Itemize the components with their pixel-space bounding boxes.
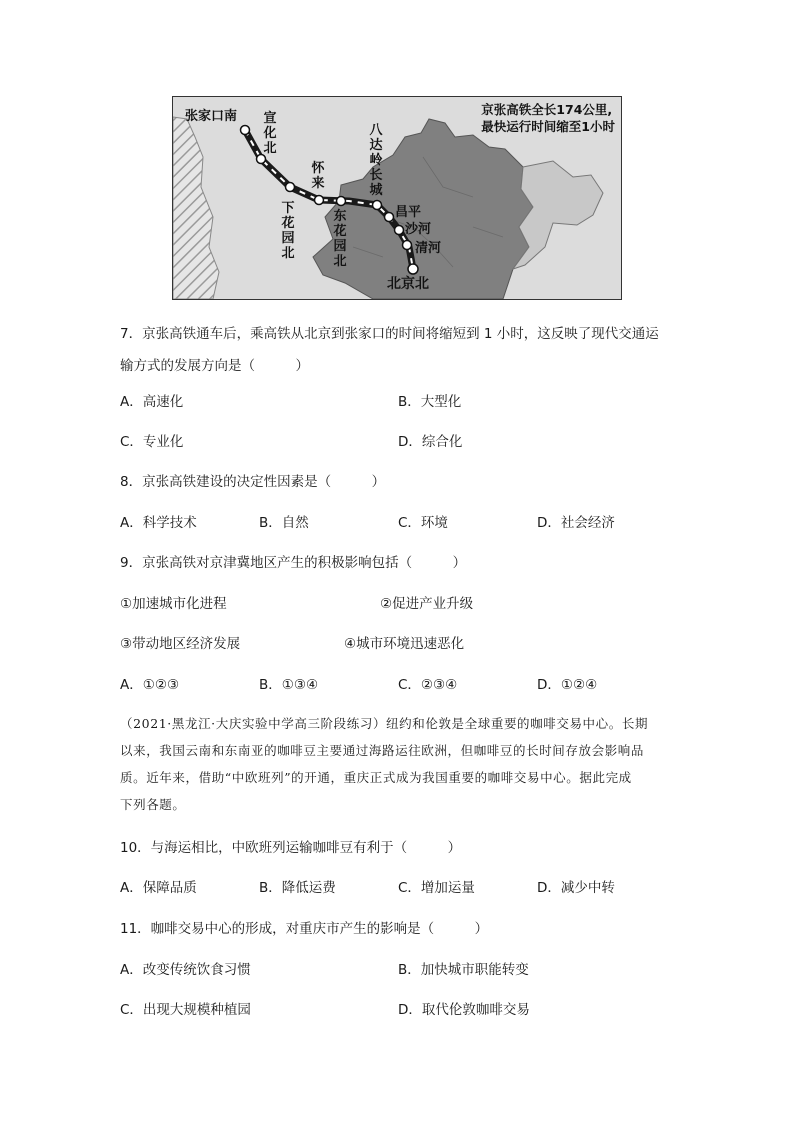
- q8-option-c[interactable]: C．环境: [398, 515, 448, 531]
- q9-option-d[interactable]: D．①②④: [537, 677, 598, 693]
- q11-option-d[interactable]: D．取代伦敦咖啡交易: [398, 1002, 530, 1018]
- q8-option-b[interactable]: B．自然: [259, 515, 309, 531]
- station-dot-donghuayuan-bei: [337, 197, 346, 206]
- q7-option-b[interactable]: B．大型化: [398, 394, 462, 410]
- q7-option-c[interactable]: C．专业化: [120, 434, 184, 450]
- passage-line2: 以来，我国云南和东南亚的咖啡豆主要通过海路运往欧洲，但咖啡豆的长时间存放会影响品: [120, 743, 645, 758]
- q9-option-b[interactable]: B．①③④: [259, 677, 319, 693]
- question-10: 10．与海运相比，中欧班列运输咖啡豆有利于（ ）: [120, 840, 462, 856]
- question-11: 11．咖啡交易中心的形成，对重庆市产生的影响是（ ）: [120, 921, 489, 937]
- map-note: [481, 101, 615, 135]
- q10-option-d[interactable]: D．减少中转: [537, 880, 615, 896]
- station-label-beijing-bei: 北京北: [387, 276, 429, 292]
- passage-line1: （2021·黑龙江·大庆实验中学高三阶段练习）纽约和伦敦是全球重要的咖啡交易中心。长期: [120, 716, 649, 731]
- station-label-donghuayuan-bei: 东花园北: [333, 209, 347, 269]
- q11-option-a[interactable]: A．改变传统饮食习惯: [120, 962, 251, 978]
- q9-option-a[interactable]: A．①②③: [120, 677, 180, 693]
- station-dot-changping: [385, 213, 394, 222]
- q9-item-1: ①加速城市化进程: [120, 596, 227, 612]
- station-label-badaling: 八达岭长城: [369, 123, 383, 198]
- station-label-xuanhua-bei: 宣化北: [263, 111, 277, 156]
- q10-option-b[interactable]: B．降低运费: [259, 880, 336, 896]
- rail-map-figure: [172, 96, 622, 300]
- q10-option-a[interactable]: A．保障品质: [120, 880, 197, 896]
- q8-option-a[interactable]: A．科学技术: [120, 515, 197, 531]
- q7-option-d[interactable]: D．综合化: [398, 434, 463, 450]
- q9-item-2: ②促进产业升级: [380, 596, 474, 612]
- q11-option-b[interactable]: B．加快城市职能转变: [398, 962, 529, 978]
- station-dot-qinghe: [403, 241, 412, 250]
- q11-option-c[interactable]: C．出现大规模种植园: [120, 1002, 251, 1018]
- station-label-zhangjiakou-nan: 张家口南: [185, 109, 238, 124]
- q9-item-3: ③带动地区经济发展: [120, 636, 241, 652]
- q7-option-a[interactable]: A．高速化: [120, 394, 184, 410]
- q10-option-c[interactable]: C．增加运量: [398, 880, 475, 896]
- map-note-line2: 最快运行时间缩至1小时: [481, 119, 615, 134]
- question-7: [120, 318, 680, 382]
- passage-line4: 下列各题。: [120, 797, 186, 812]
- station-label-shahe: 沙河: [405, 222, 432, 237]
- station-dot-xiahuayuan-bei: [286, 183, 295, 192]
- q9-option-c[interactable]: C．②③④: [398, 677, 458, 693]
- station-label-qinghe: 清河: [415, 241, 442, 256]
- map-note-line1: 京张高铁全长174公里,: [481, 102, 613, 117]
- q9-item-4: ④城市环境迅速恶化: [344, 636, 465, 652]
- station-dot-badaling: [373, 201, 382, 210]
- station-dot-huailai: [315, 196, 324, 205]
- question-7-line2: 输方式的发展方向是（ ）: [120, 358, 309, 374]
- question-9: 9．京张高铁对京津冀地区产生的积极影响包括（ ）: [120, 555, 467, 571]
- station-dot-zhangjiakou-nan: [241, 126, 250, 135]
- station-label-xiahuayuan-bei: 下花园北: [281, 201, 295, 261]
- station-dot-beijing-bei: [408, 264, 418, 274]
- station-label-huailai: 怀来: [311, 161, 325, 191]
- q8-option-d[interactable]: D．社会经济: [537, 515, 615, 531]
- reading-passage: [120, 710, 680, 818]
- passage-line3: 质。近年来，借助“中欧班列”的开通，重庆正式成为我国重要的咖啡交易中心。据此完成: [120, 770, 632, 785]
- question-8: 8．京张高铁建设的决定性因素是（ ）: [120, 474, 386, 490]
- station-label-changping: 昌平: [395, 205, 422, 220]
- question-7-line1: 7．京张高铁通车后，乘高铁从北京到张家口的时间将缩短到 1 小时，这反映了现代交通运: [120, 326, 659, 342]
- station-dot-shahe: [395, 226, 404, 235]
